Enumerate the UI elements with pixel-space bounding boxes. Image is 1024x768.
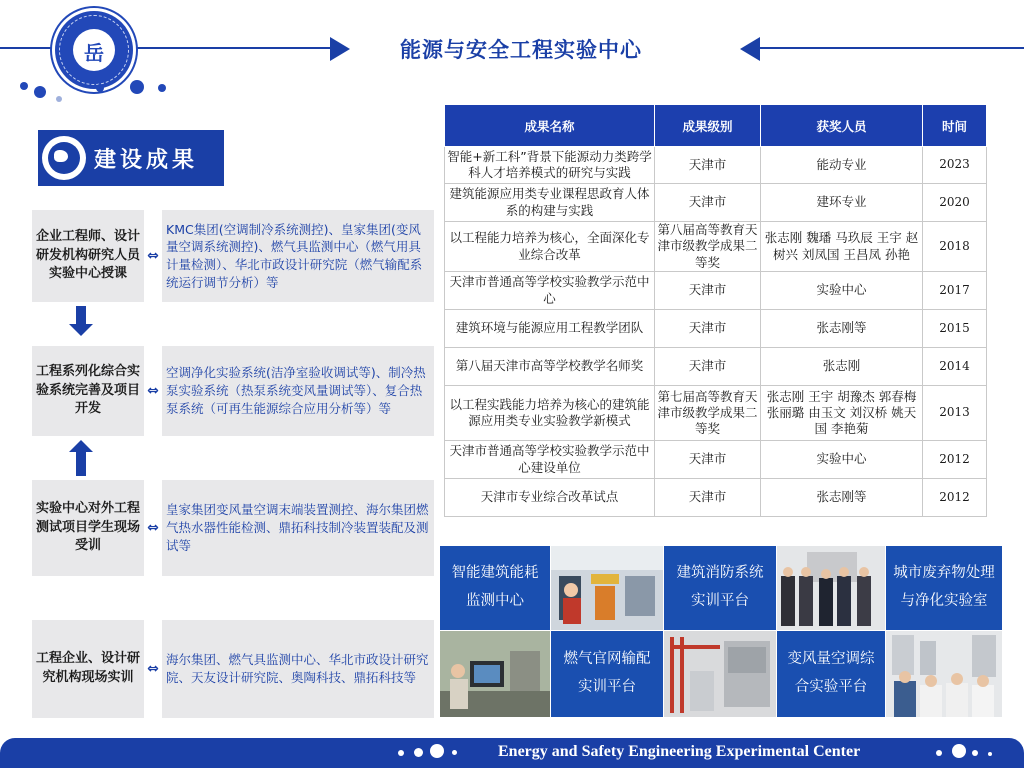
lab-tile-energy-monitoring [440,546,550,630]
decor-dot [34,86,46,98]
photo-energy-lab [551,546,663,630]
cell-winners: 张志刚 王宇 胡豫杰 郭春梅 张丽璐 由玉文 刘汉桥 姚天国 李艳菊 [761,386,923,441]
lab-tile-gas-pipeline [551,631,663,717]
logo-emblem [73,29,115,71]
cell-year: 2012 [923,479,987,517]
flow-step-4-title: 工程企业、设计研究机构现场实训 [32,620,144,718]
cell-winners: 建环专业 [761,184,923,222]
lab-label-line: 智能建筑能耗 [451,565,539,582]
decor-dot [130,80,144,94]
cell-year: 2015 [923,310,987,348]
lab-label-line: 监测中心 [466,593,524,609]
cell-name: 建筑能源应用类专业课程思政育人体系的构建与实践 [445,184,655,222]
decor-dot [56,96,62,102]
photo-students-lab [886,631,1002,717]
col-header-winners: 获奖人员 [761,105,923,147]
flow-step-3-detail: 皇家集团变风量空调末端装置测控、海尔集团燃气热水器性能检测、鼎拓科技制冷装置装配及测试等 [162,480,434,576]
lab-tile-waste-treatment [886,546,1002,630]
flow-step-1-title: 企业工程师、设计研发机构研究人员实验中心授课 [32,210,144,302]
table-row [445,147,987,184]
table-row [445,479,987,517]
table-row [445,441,987,479]
arrow-up-shaft [76,452,86,476]
lab-label-line: 实训平台 [578,679,636,695]
table-header-row [445,105,987,147]
header-arrow-left [330,37,350,61]
cell-name: 天津市普通高等学校实验教学示范中心 [445,272,655,310]
decor-dot [988,752,992,756]
cell-name: 以工程能力培养为核心，全面深化专业综合改革 [445,222,655,272]
table-row [445,222,987,272]
lab-label-line: 建筑消防系统 [676,565,764,582]
flow-step-2-title: 工程系列化综合实验系统完善及项目开发 [32,346,144,436]
banner-label: 建设成果 [94,148,199,173]
photo-energy-lab-image [551,546,663,630]
cell-name: 智能+新工科”背景下能源动力类跨学科人才培养模式的研究与实践 [445,147,655,184]
lab-label-line: 与净化实验室 [900,593,988,609]
decor-dot [952,744,966,758]
table-row [445,348,987,386]
table-row [445,310,987,348]
cell-winners: 张志刚 魏璠 马玖辰 王宇 赵树兴 刘凤国 王昌凤 孙艳 [761,222,923,272]
header-rule-right [760,47,1024,49]
decor-dot [936,750,942,756]
decor-dot [158,84,166,92]
cell-level: 天津市 [655,272,761,310]
cell-winners: 张志刚等 [761,479,923,517]
photo-hvac-equipment-image [664,631,776,717]
cell-year: 2013 [923,386,987,441]
cell-year: 2012 [923,441,987,479]
cell-level: 天津市 [655,147,761,184]
cell-level: 天津市 [655,479,761,517]
cell-level: 天津市 [655,310,761,348]
lab-label-line: 合实验平台 [794,679,868,695]
page-title: 能源与安全工程实验中心 [400,38,642,62]
globe-icon [42,136,86,180]
double-arrow-icon: ⇔ [147,248,159,264]
cell-name: 建筑环境与能源应用工程教学团队 [445,310,655,348]
decor-dot [398,750,404,756]
lab-label-line: 燃气官网输配 [563,651,651,668]
decor-dot [96,84,104,92]
cell-name: 以工程实践能力培养为核心的建筑能源应用类专业实验教学新模式 [445,386,655,441]
cell-level: 天津市 [655,441,761,479]
decor-dot [972,750,978,756]
lab-tile-vav-hvac [777,631,885,717]
double-arrow-icon: ⇔ [147,661,159,677]
cell-year: 2014 [923,348,987,386]
awards-table [444,104,987,517]
photo-computer-lab [440,631,550,717]
flow-step-1-detail: KMC集团(空调制冷系统测控)、皇家集团(变风量空调系统测控)、燃气具监测中心（燃气用具计量检测）、华北市政设计研究院（燃气输配系统运行调节分析）等 [162,210,434,302]
cell-name: 第八届天津市高等学校教学名师奖 [445,348,655,386]
double-arrow-icon: ⇔ [147,383,159,399]
photo-visitors [777,546,885,630]
footer-bar [0,738,1024,768]
lab-label-line: 变风量空调综 [787,651,875,668]
decor-dot [452,750,457,755]
cell-year: 2018 [923,222,987,272]
university-logo [52,8,136,92]
photo-students-lab-image [886,631,1002,717]
header-arrow-right [740,37,760,61]
cell-year: 2020 [923,184,987,222]
lab-tile-fire-protection [664,546,776,630]
cell-winners: 张志刚 [761,348,923,386]
photo-hvac-equipment [664,631,776,717]
decor-dot [430,744,444,758]
flow-step-3-title: 实验中心对外工程测试项目学生现场受训 [32,480,144,576]
arrow-down-head [69,324,93,336]
double-arrow-icon: ⇔ [147,520,159,536]
cell-winners: 实验中心 [761,441,923,479]
arrow-down-icon [76,306,86,324]
lab-label-line: 城市废弃物处理 [893,565,995,582]
footer-text: Energy and Safety Engineering Experimental Center [498,743,861,760]
flow-step-2-detail: 空调净化实验系统(洁净室验收调试等)、制冷热泵实验系统（热泵系统变风量调试等）、复合热泵系统（可再生能源综合应用分析等）等 [162,346,434,436]
logo-mark: 岳 [84,41,104,65]
arrow-up-icon [69,440,93,452]
cell-winners: 张志刚等 [761,310,923,348]
table-row [445,272,987,310]
photo-computer-lab-image [440,631,550,717]
decor-dot [20,82,28,90]
cell-level: 天津市 [655,184,761,222]
col-header-name: 成果名称 [445,105,655,147]
table-row [445,184,987,222]
header-rule-left [0,47,340,49]
table-row [445,386,987,441]
flow-step-4-detail: 海尔集团、燃气具监测中心、华北市政设计研究院、天友设计研究院、奥陶科技、鼎拓科技等 [162,620,434,718]
cell-level: 第八届高等教育天津市级教学成果二等奖 [655,222,761,272]
photo-visitors-image [777,546,885,630]
cell-year: 2023 [923,147,987,184]
build-results-banner [38,130,224,186]
cell-year: 2017 [923,272,987,310]
cell-level: 天津市 [655,348,761,386]
decor-dot [414,748,423,757]
col-header-level: 成果级别 [655,105,761,147]
cell-level: 第七届高等教育天津市级教学成果二等奖 [655,386,761,441]
lab-label-line: 实训平台 [691,593,749,609]
cell-name: 天津市专业综合改革试点 [445,479,655,517]
cell-winners: 能动专业 [761,147,923,184]
cell-name: 天津市普通高等学校实验教学示范中心建设单位 [445,441,655,479]
cell-winners: 实验中心 [761,272,923,310]
col-header-year: 时间 [923,105,987,147]
